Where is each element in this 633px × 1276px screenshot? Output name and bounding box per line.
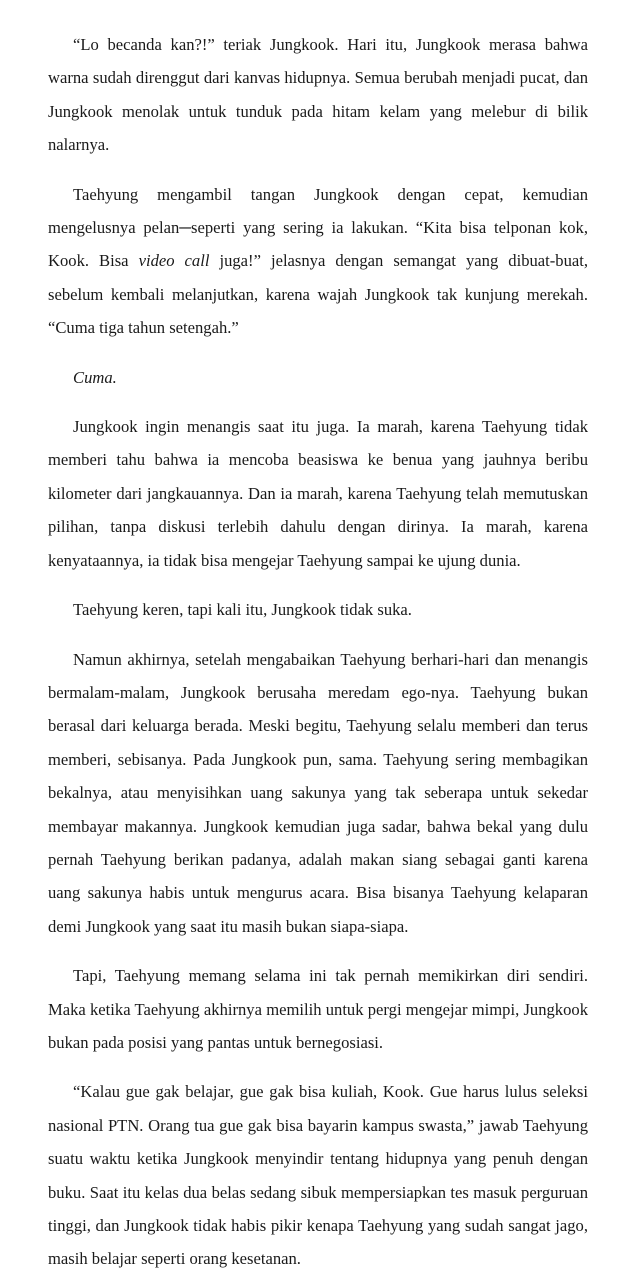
paragraph-5: Taehyung keren, tapi kali itu, Jungkook tidak suka. — [73, 600, 412, 620]
paragraph-3-italic: Cuma. — [73, 367, 117, 387]
paragraph-1: “Lo becanda kan?!” teriak Jungkook. Hari itu, Jungkook merasa bahwa warna sudah direnggut dari kanvas hidupnya. Semua berubah menjadi pucat, dan Jungkook menolak untuk tunduk pada hitam kelam yang melebur di bilik nalarnya. — [48, 35, 588, 155]
paragraph-3 — [48, 361, 588, 394]
paragraph-2-italic: video call — [138, 251, 210, 271]
paragraph-7: Tapi, Taehyung memang selama ini tak pernah memikirkan diri sendiri. Maka ketika Taehyung akhirnya memilih untuk pergi mengejar mimpi, Jungkook bukan pada posisi yang pantas untuk bernegosiasi. — [48, 966, 588, 1052]
paragraph-2 — [48, 178, 588, 345]
paragraph-4: Jungkook ingin menangis saat itu juga. Ia marah, karena Taehyung tidak memberi tahu bahwa ia mencoba beasiswa ke benua yang jauhnya beribu kilometer dari jangkauannya. Dan ia marah, karena Taehyung telah memutuskan pilihan, tanpa diskusi terlebih dahulu dengan dirinya. Ia marah, karena kenyataannya, ia tidak bisa mengejar Taehyung sampai ke ujung dunia. — [48, 417, 588, 570]
paragraph-6: Namun akhirnya, setelah mengabaikan Taehyung berhari-hari dan menangis bermalam-malam, Jungkook berusaha meredam ego-nya. Taehyung bukan berasal dari keluarga berada. Meski begitu, Taehyung selalu memberi dan terus memberi, sebisanya. Pada Jungkook pun, sama. Taehyung sering membagikan bekalnya, atau menyisihkan uang sakunya yang tak seberapa untuk sekedar membayar makannya. Jungkook kemudian juga sadar, bahwa bekal yang dulu pernah Taehyung berikan padanya, adalah makan siang sebagai ganti karena uang sakunya habis untuk mengurus acara. Bisa bisanya Taehyung kelaparan demi Jungkook yang saat itu masih bukan siapa-siapa. — [48, 649, 588, 936]
paragraph-2-part-1: Taehyung mengambil tangan Jungkook dengan cepat, kemudian mengelusnya pelan─seperti yang sering ia lakukan. “Kita bisa telponan kok, Kook. Bisa — [48, 184, 588, 271]
paragraph-8: “Kalau gue gak belajar, gue gak bisa kuliah, Kook. Gue harus lulus seleksi nasional PTN. Orang tua gue gak bisa bayarin kampus swasta,” jawab Taehyung suatu waktu ketika Jungkook menyindir tentang hidupnya yang penuh dengan buku. Saat itu kelas dua belas sedang sibuk mempersiapkan tes masuk perguruan tinggi, dan Jungkook tidak habis pikir kenapa Taehyung yang sudah sangat jago, masih belajar seperti orang kesetanan. — [48, 1082, 588, 1269]
paragraph-2-part-2: juga!” jelasnya dengan semangat yang dibuat-buat, sebelum kembali melanjutkan, karena wajah Jungkook tak kunjung merekah. “Cuma tiga tahun setengah.” — [48, 251, 589, 338]
